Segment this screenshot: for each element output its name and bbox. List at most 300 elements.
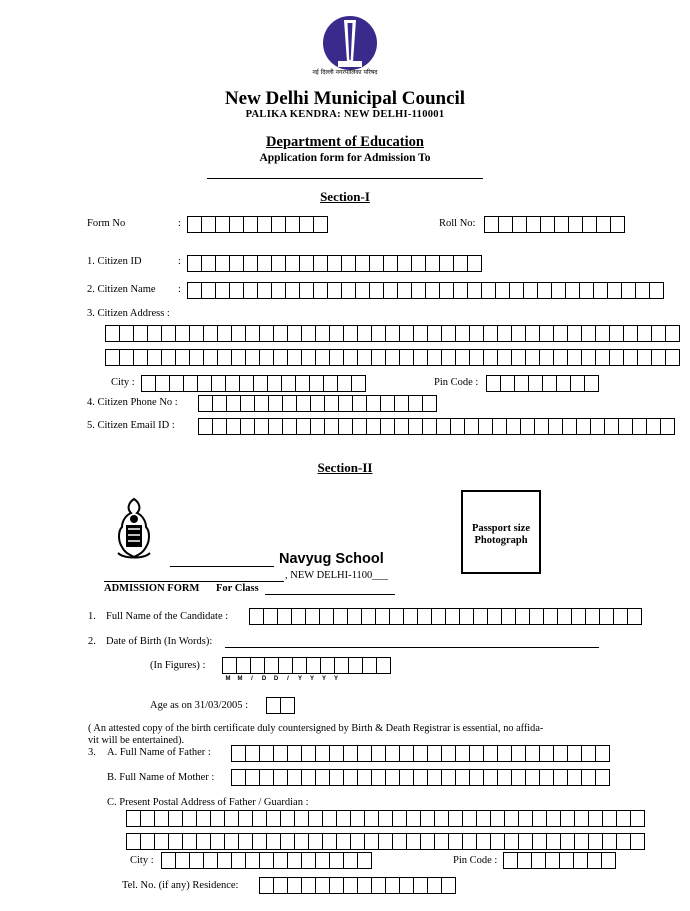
char-box[interactable] bbox=[464, 418, 479, 435]
char-box[interactable] bbox=[245, 852, 260, 869]
char-box[interactable] bbox=[441, 325, 456, 342]
char-box[interactable] bbox=[133, 325, 148, 342]
char-box[interactable] bbox=[140, 833, 155, 850]
char-box[interactable] bbox=[632, 418, 647, 435]
char-box[interactable] bbox=[287, 877, 302, 894]
char-box[interactable] bbox=[259, 349, 274, 366]
char-box[interactable] bbox=[337, 375, 352, 392]
char-box[interactable] bbox=[334, 657, 349, 674]
char-box[interactable] bbox=[341, 255, 356, 272]
char-box[interactable] bbox=[548, 418, 563, 435]
char-box[interactable] bbox=[231, 745, 246, 762]
char-box[interactable] bbox=[411, 282, 426, 299]
char-box[interactable] bbox=[601, 852, 616, 869]
char-box[interactable] bbox=[495, 282, 510, 299]
char-box[interactable] bbox=[417, 608, 432, 625]
char-box[interactable] bbox=[245, 745, 260, 762]
char-box[interactable] bbox=[609, 349, 624, 366]
char-box[interactable] bbox=[301, 769, 316, 786]
char-box[interactable] bbox=[512, 216, 527, 233]
char-box[interactable] bbox=[427, 325, 442, 342]
char-box[interactable] bbox=[646, 418, 661, 435]
char-box[interactable] bbox=[212, 418, 227, 435]
char-box[interactable] bbox=[385, 325, 400, 342]
char-box[interactable] bbox=[201, 282, 216, 299]
char-box[interactable] bbox=[607, 282, 622, 299]
char-box[interactable] bbox=[473, 608, 488, 625]
char-box[interactable] bbox=[245, 325, 260, 342]
char-box[interactable] bbox=[222, 657, 237, 674]
char-box[interactable] bbox=[595, 325, 610, 342]
char-box[interactable] bbox=[570, 375, 585, 392]
char-box[interactable] bbox=[266, 810, 281, 827]
char-box[interactable] bbox=[441, 745, 456, 762]
char-box[interactable] bbox=[553, 349, 568, 366]
telephone-field[interactable] bbox=[259, 877, 455, 894]
postal-address-line-1[interactable] bbox=[126, 810, 644, 827]
char-box[interactable] bbox=[299, 216, 314, 233]
char-box[interactable] bbox=[366, 418, 381, 435]
char-box[interactable] bbox=[182, 833, 197, 850]
char-box[interactable] bbox=[630, 810, 645, 827]
char-box[interactable] bbox=[187, 282, 202, 299]
char-box[interactable] bbox=[408, 395, 423, 412]
char-box[interactable] bbox=[525, 349, 540, 366]
char-box[interactable] bbox=[295, 375, 310, 392]
char-box[interactable] bbox=[406, 833, 421, 850]
char-box[interactable] bbox=[613, 608, 628, 625]
char-box[interactable] bbox=[197, 375, 212, 392]
char-box[interactable] bbox=[217, 349, 232, 366]
char-box[interactable] bbox=[154, 833, 169, 850]
char-box[interactable] bbox=[155, 375, 170, 392]
char-box[interactable] bbox=[383, 255, 398, 272]
char-box[interactable] bbox=[559, 852, 574, 869]
char-box[interactable] bbox=[567, 349, 582, 366]
char-box[interactable] bbox=[604, 418, 619, 435]
char-box[interactable] bbox=[399, 877, 414, 894]
char-box[interactable] bbox=[238, 833, 253, 850]
char-box[interactable] bbox=[182, 810, 197, 827]
char-box[interactable] bbox=[329, 349, 344, 366]
char-box[interactable] bbox=[310, 418, 325, 435]
char-box[interactable] bbox=[406, 810, 421, 827]
char-box[interactable] bbox=[506, 418, 521, 435]
dob-figures-field[interactable] bbox=[222, 657, 390, 674]
char-box[interactable] bbox=[371, 349, 386, 366]
char-box[interactable] bbox=[587, 852, 602, 869]
char-box[interactable] bbox=[434, 810, 449, 827]
char-box[interactable] bbox=[264, 657, 279, 674]
char-box[interactable] bbox=[285, 282, 300, 299]
char-box[interactable] bbox=[431, 608, 446, 625]
char-box[interactable] bbox=[287, 325, 302, 342]
char-box[interactable] bbox=[240, 395, 255, 412]
char-box[interactable] bbox=[294, 833, 309, 850]
char-box[interactable] bbox=[556, 375, 571, 392]
char-box[interactable] bbox=[364, 810, 379, 827]
char-box[interactable] bbox=[484, 216, 499, 233]
char-box[interactable] bbox=[217, 325, 232, 342]
char-box[interactable] bbox=[329, 769, 344, 786]
char-box[interactable] bbox=[445, 608, 460, 625]
char-box[interactable] bbox=[301, 745, 316, 762]
char-box[interactable] bbox=[539, 349, 554, 366]
char-box[interactable] bbox=[525, 325, 540, 342]
char-box[interactable] bbox=[301, 349, 316, 366]
char-box[interactable] bbox=[257, 216, 272, 233]
char-box[interactable] bbox=[201, 255, 216, 272]
char-box[interactable] bbox=[324, 418, 339, 435]
char-box[interactable] bbox=[343, 325, 358, 342]
char-box[interactable] bbox=[425, 282, 440, 299]
char-box[interactable] bbox=[413, 325, 428, 342]
char-box[interactable] bbox=[581, 325, 596, 342]
char-box[interactable] bbox=[441, 769, 456, 786]
char-box[interactable] bbox=[413, 877, 428, 894]
char-box[interactable] bbox=[459, 608, 474, 625]
char-box[interactable] bbox=[539, 769, 554, 786]
char-box[interactable] bbox=[175, 852, 190, 869]
char-box[interactable] bbox=[540, 216, 555, 233]
char-box[interactable] bbox=[364, 833, 379, 850]
char-box[interactable] bbox=[203, 349, 218, 366]
char-box[interactable] bbox=[602, 810, 617, 827]
char-box[interactable] bbox=[273, 877, 288, 894]
char-box[interactable] bbox=[336, 810, 351, 827]
char-box[interactable] bbox=[469, 769, 484, 786]
char-box[interactable] bbox=[257, 282, 272, 299]
char-box[interactable] bbox=[357, 769, 372, 786]
char-box[interactable] bbox=[175, 349, 190, 366]
candidate-name-field[interactable] bbox=[249, 608, 641, 625]
char-box[interactable] bbox=[427, 349, 442, 366]
char-box[interactable] bbox=[309, 375, 324, 392]
char-box[interactable] bbox=[301, 852, 316, 869]
char-box[interactable] bbox=[245, 769, 260, 786]
char-box[interactable] bbox=[635, 282, 650, 299]
char-box[interactable] bbox=[259, 877, 274, 894]
char-box[interactable] bbox=[501, 608, 516, 625]
char-box[interactable] bbox=[593, 282, 608, 299]
char-box[interactable] bbox=[271, 255, 286, 272]
char-box[interactable] bbox=[526, 216, 541, 233]
char-box[interactable] bbox=[425, 255, 440, 272]
char-box[interactable] bbox=[315, 877, 330, 894]
char-box[interactable] bbox=[399, 769, 414, 786]
char-box[interactable] bbox=[581, 349, 596, 366]
char-box[interactable] bbox=[212, 395, 227, 412]
char-box[interactable] bbox=[518, 810, 533, 827]
char-box[interactable] bbox=[201, 216, 216, 233]
char-box[interactable] bbox=[375, 608, 390, 625]
char-box[interactable] bbox=[616, 810, 631, 827]
char-box[interactable] bbox=[357, 877, 372, 894]
citizen-id-field[interactable] bbox=[187, 255, 481, 272]
char-box[interactable] bbox=[296, 418, 311, 435]
char-box[interactable] bbox=[266, 697, 281, 714]
char-box[interactable] bbox=[299, 282, 314, 299]
char-box[interactable] bbox=[355, 255, 370, 272]
char-box[interactable] bbox=[341, 282, 356, 299]
char-box[interactable] bbox=[411, 255, 426, 272]
char-box[interactable] bbox=[147, 349, 162, 366]
char-box[interactable] bbox=[385, 745, 400, 762]
char-box[interactable] bbox=[105, 325, 120, 342]
char-box[interactable] bbox=[497, 325, 512, 342]
char-box[interactable] bbox=[588, 833, 603, 850]
char-box[interactable] bbox=[259, 745, 274, 762]
char-box[interactable] bbox=[623, 325, 638, 342]
char-box[interactable] bbox=[385, 769, 400, 786]
char-box[interactable] bbox=[378, 833, 393, 850]
char-box[interactable] bbox=[175, 325, 190, 342]
char-box[interactable] bbox=[273, 852, 288, 869]
char-box[interactable] bbox=[329, 745, 344, 762]
char-box[interactable] bbox=[343, 852, 358, 869]
citizen-phone-field[interactable] bbox=[198, 395, 436, 412]
char-box[interactable] bbox=[357, 745, 372, 762]
char-box[interactable] bbox=[271, 282, 286, 299]
char-box[interactable] bbox=[371, 325, 386, 342]
char-box[interactable] bbox=[168, 833, 183, 850]
char-box[interactable] bbox=[534, 418, 549, 435]
char-box[interactable] bbox=[327, 282, 342, 299]
char-box[interactable] bbox=[595, 745, 610, 762]
char-box[interactable] bbox=[511, 325, 526, 342]
char-box[interactable] bbox=[369, 282, 384, 299]
class-blank-line[interactable] bbox=[265, 594, 395, 595]
char-box[interactable] bbox=[427, 745, 442, 762]
char-box[interactable] bbox=[287, 745, 302, 762]
char-box[interactable] bbox=[392, 833, 407, 850]
char-box[interactable] bbox=[240, 418, 255, 435]
char-box[interactable] bbox=[338, 395, 353, 412]
char-box[interactable] bbox=[308, 810, 323, 827]
char-box[interactable] bbox=[574, 833, 589, 850]
father-name-field[interactable] bbox=[231, 745, 609, 762]
char-box[interactable] bbox=[616, 833, 631, 850]
char-box[interactable] bbox=[520, 418, 535, 435]
char-box[interactable] bbox=[285, 216, 300, 233]
char-box[interactable] bbox=[609, 325, 624, 342]
char-box[interactable] bbox=[503, 852, 518, 869]
char-box[interactable] bbox=[394, 418, 409, 435]
char-box[interactable] bbox=[560, 833, 575, 850]
char-box[interactable] bbox=[385, 349, 400, 366]
char-box[interactable] bbox=[448, 810, 463, 827]
char-box[interactable] bbox=[455, 769, 470, 786]
char-box[interactable] bbox=[329, 877, 344, 894]
char-box[interactable] bbox=[565, 282, 580, 299]
char-box[interactable] bbox=[141, 375, 156, 392]
char-box[interactable] bbox=[268, 418, 283, 435]
char-box[interactable] bbox=[413, 349, 428, 366]
char-box[interactable] bbox=[528, 375, 543, 392]
char-box[interactable] bbox=[427, 769, 442, 786]
char-box[interactable] bbox=[380, 395, 395, 412]
char-box[interactable] bbox=[254, 418, 269, 435]
char-box[interactable] bbox=[562, 418, 577, 435]
char-box[interactable] bbox=[259, 325, 274, 342]
char-box[interactable] bbox=[343, 769, 358, 786]
char-box[interactable] bbox=[453, 255, 468, 272]
char-box[interactable] bbox=[161, 349, 176, 366]
char-box[interactable] bbox=[490, 833, 505, 850]
char-box[interactable] bbox=[649, 282, 664, 299]
char-box[interactable] bbox=[243, 282, 258, 299]
char-box[interactable] bbox=[476, 810, 491, 827]
char-box[interactable] bbox=[355, 282, 370, 299]
char-box[interactable] bbox=[229, 216, 244, 233]
char-box[interactable] bbox=[296, 395, 311, 412]
char-box[interactable] bbox=[389, 608, 404, 625]
char-box[interactable] bbox=[436, 418, 451, 435]
char-box[interactable] bbox=[324, 395, 339, 412]
char-box[interactable] bbox=[537, 282, 552, 299]
char-box[interactable] bbox=[371, 877, 386, 894]
char-box[interactable] bbox=[462, 810, 477, 827]
char-box[interactable] bbox=[308, 833, 323, 850]
citizen-email-field[interactable] bbox=[198, 418, 674, 435]
char-box[interactable] bbox=[469, 745, 484, 762]
char-box[interactable] bbox=[397, 282, 412, 299]
char-box[interactable] bbox=[259, 769, 274, 786]
char-box[interactable] bbox=[168, 810, 183, 827]
char-box[interactable] bbox=[196, 810, 211, 827]
char-box[interactable] bbox=[238, 810, 253, 827]
char-box[interactable] bbox=[231, 769, 246, 786]
char-box[interactable] bbox=[448, 833, 463, 850]
char-box[interactable] bbox=[187, 216, 202, 233]
char-box[interactable] bbox=[348, 657, 363, 674]
char-box[interactable] bbox=[476, 833, 491, 850]
char-box[interactable] bbox=[333, 608, 348, 625]
char-box[interactable] bbox=[315, 745, 330, 762]
char-box[interactable] bbox=[523, 282, 538, 299]
char-box[interactable] bbox=[553, 325, 568, 342]
char-box[interactable] bbox=[243, 255, 258, 272]
char-box[interactable] bbox=[568, 216, 583, 233]
char-box[interactable] bbox=[511, 769, 526, 786]
char-box[interactable] bbox=[500, 375, 515, 392]
char-box[interactable] bbox=[492, 418, 507, 435]
char-box[interactable] bbox=[581, 769, 596, 786]
char-box[interactable] bbox=[413, 769, 428, 786]
char-box[interactable] bbox=[369, 255, 384, 272]
char-box[interactable] bbox=[630, 833, 645, 850]
char-box[interactable] bbox=[210, 810, 225, 827]
char-box[interactable] bbox=[229, 255, 244, 272]
char-box[interactable] bbox=[273, 349, 288, 366]
char-box[interactable] bbox=[252, 833, 267, 850]
char-box[interactable] bbox=[352, 418, 367, 435]
char-box[interactable] bbox=[518, 833, 533, 850]
char-box[interactable] bbox=[105, 349, 120, 366]
char-box[interactable] bbox=[455, 349, 470, 366]
char-box[interactable] bbox=[126, 833, 141, 850]
char-box[interactable] bbox=[161, 852, 176, 869]
char-box[interactable] bbox=[198, 395, 213, 412]
char-box[interactable] bbox=[301, 877, 316, 894]
char-box[interactable] bbox=[320, 657, 335, 674]
char-box[interactable] bbox=[292, 657, 307, 674]
char-box[interactable] bbox=[254, 395, 269, 412]
char-box[interactable] bbox=[231, 349, 246, 366]
char-box[interactable] bbox=[273, 745, 288, 762]
char-box[interactable] bbox=[483, 745, 498, 762]
char-box[interactable] bbox=[651, 325, 666, 342]
char-box[interactable] bbox=[545, 852, 560, 869]
citizen-pin-code-field[interactable] bbox=[486, 375, 598, 392]
char-box[interactable] bbox=[567, 325, 582, 342]
char-box[interactable] bbox=[637, 325, 652, 342]
char-box[interactable] bbox=[338, 418, 353, 435]
char-box[interactable] bbox=[268, 395, 283, 412]
char-box[interactable] bbox=[487, 608, 502, 625]
dob-words-line[interactable] bbox=[225, 647, 599, 648]
char-box[interactable] bbox=[481, 282, 496, 299]
char-box[interactable] bbox=[371, 769, 386, 786]
char-box[interactable] bbox=[315, 769, 330, 786]
char-box[interactable] bbox=[352, 395, 367, 412]
char-box[interactable] bbox=[539, 325, 554, 342]
char-box[interactable] bbox=[313, 282, 328, 299]
char-box[interactable] bbox=[399, 745, 414, 762]
char-box[interactable] bbox=[509, 282, 524, 299]
citizen-address-line-1[interactable] bbox=[105, 325, 679, 342]
char-box[interactable] bbox=[253, 375, 268, 392]
char-box[interactable] bbox=[517, 852, 532, 869]
char-box[interactable] bbox=[161, 325, 176, 342]
mother-name-field[interactable] bbox=[231, 769, 609, 786]
char-box[interactable] bbox=[660, 418, 675, 435]
char-box[interactable] bbox=[252, 810, 267, 827]
char-box[interactable] bbox=[371, 745, 386, 762]
char-box[interactable] bbox=[582, 216, 597, 233]
char-box[interactable] bbox=[595, 769, 610, 786]
char-box[interactable] bbox=[299, 255, 314, 272]
char-box[interactable] bbox=[585, 608, 600, 625]
char-box[interactable] bbox=[618, 418, 633, 435]
char-box[interactable] bbox=[420, 810, 435, 827]
char-box[interactable] bbox=[403, 608, 418, 625]
char-box[interactable] bbox=[282, 418, 297, 435]
char-box[interactable] bbox=[322, 833, 337, 850]
char-box[interactable] bbox=[553, 745, 568, 762]
char-box[interactable] bbox=[439, 255, 454, 272]
char-box[interactable] bbox=[323, 375, 338, 392]
char-box[interactable] bbox=[347, 608, 362, 625]
char-box[interactable] bbox=[231, 325, 246, 342]
char-box[interactable] bbox=[245, 349, 260, 366]
char-box[interactable] bbox=[287, 349, 302, 366]
char-box[interactable] bbox=[343, 745, 358, 762]
char-box[interactable] bbox=[210, 833, 225, 850]
char-box[interactable] bbox=[267, 375, 282, 392]
char-box[interactable] bbox=[313, 255, 328, 272]
char-box[interactable] bbox=[427, 877, 442, 894]
char-box[interactable] bbox=[439, 282, 454, 299]
char-box[interactable] bbox=[665, 349, 680, 366]
char-box[interactable] bbox=[183, 375, 198, 392]
char-box[interactable] bbox=[361, 608, 376, 625]
char-box[interactable] bbox=[551, 282, 566, 299]
char-box[interactable] bbox=[532, 833, 547, 850]
char-box[interactable] bbox=[497, 349, 512, 366]
char-box[interactable] bbox=[422, 395, 437, 412]
postal-address-line-2[interactable] bbox=[126, 833, 644, 850]
